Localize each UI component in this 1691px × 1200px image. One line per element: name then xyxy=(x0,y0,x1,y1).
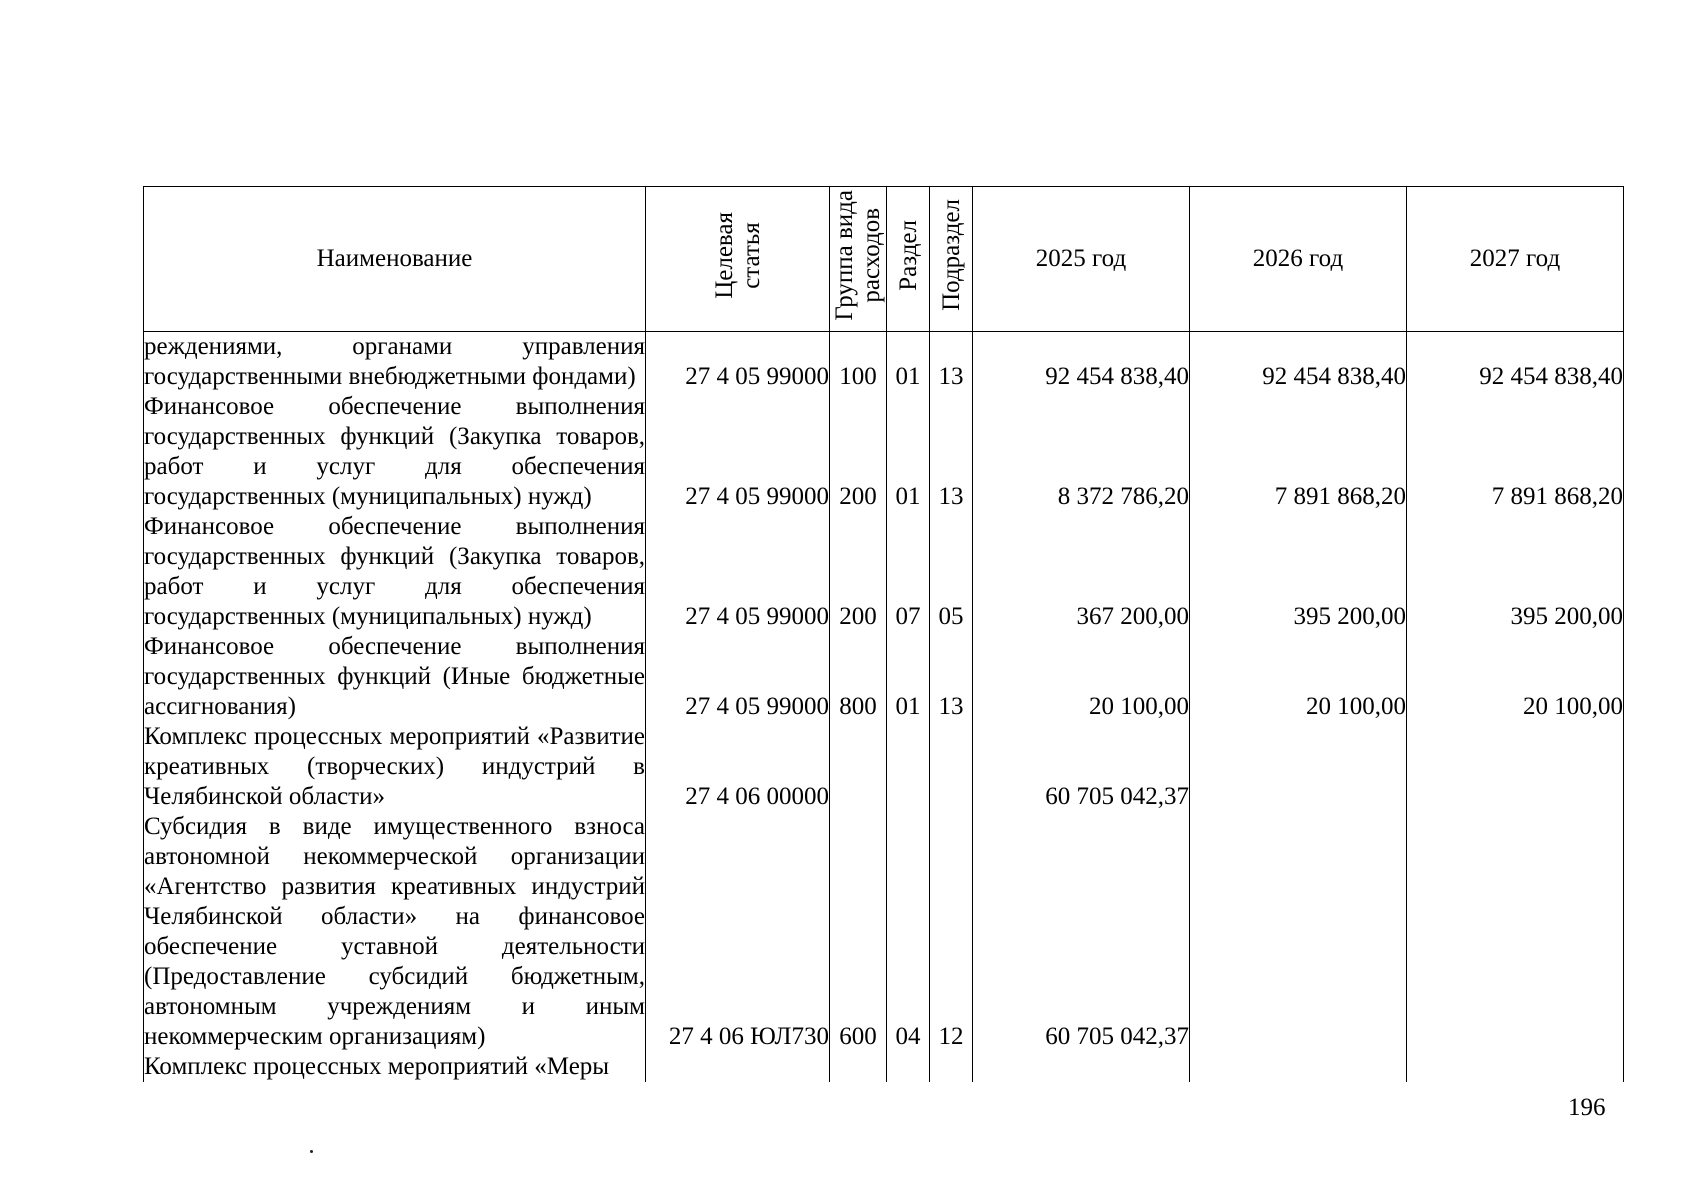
row-amount-2025: 8 372 786,20 xyxy=(973,392,1190,512)
header-year-2026: 2026 год xyxy=(1190,187,1407,332)
row-amount-2025: 60 705 042,37 xyxy=(973,722,1190,812)
row-name: реждениями, органами управления государственными внебюджетными фондами) xyxy=(144,333,645,390)
row-subsection xyxy=(930,1052,973,1082)
table-row xyxy=(144,512,1624,632)
table-row xyxy=(144,392,1624,512)
header-expense-group xyxy=(830,187,887,332)
row-name: Комплекс процессных мероприятий «Развитие креативных (творческих) индустрий в Челябинской области» xyxy=(144,723,645,810)
row-target-article: 27 4 06 00000 xyxy=(646,722,830,812)
row-amount-2026: 395 200,00 xyxy=(1190,512,1407,632)
header-year-2027: 2027 год xyxy=(1407,187,1624,332)
row-section xyxy=(887,722,930,812)
header-subsection xyxy=(930,187,973,332)
row-subsection: 05 xyxy=(930,512,973,632)
row-name: Финансовое обеспечение выполнения государственных функций (Иные бюджетные ассигнования) xyxy=(144,633,645,720)
row-section: 01 xyxy=(887,392,930,512)
row-section: 04 xyxy=(887,812,930,1052)
header-expense-group-label: Группа вида расходов xyxy=(831,189,885,321)
row-amount-2026 xyxy=(1190,722,1407,812)
row-target-article: 27 4 05 99000 xyxy=(646,632,830,722)
table-body xyxy=(144,332,1624,1083)
row-amount-2026 xyxy=(1190,1052,1407,1082)
row-amount-2026 xyxy=(1190,812,1407,1052)
row-amount-2027: 395 200,00 xyxy=(1407,512,1624,632)
row-amount-2025: 92 454 838,40 xyxy=(973,332,1190,393)
row-name: Финансовое обеспечение выполнения государственных функций (Закупка товаров, работ и услуг для обеспечения государственных (муниципальных) нужд) xyxy=(144,393,645,510)
row-amount-2027: 7 891 868,20 xyxy=(1407,392,1624,512)
row-target-article: 27 4 06 ЮЛ730 xyxy=(646,812,830,1052)
row-name: Субсидия в виде имущественного взноса автономной некоммерческой организации «Агентство развития креативных индустрий Челябинской области» на финансовое обеспечение уставной деятельности (Предоставление субсидий бюджетным, автономным учреждениям и иным некоммерческим организациям) xyxy=(144,813,645,1050)
row-target-article xyxy=(646,1052,830,1082)
page-number: 196 xyxy=(1568,1094,1606,1121)
row-expense-group: 800 xyxy=(830,632,887,722)
row-subsection: 13 xyxy=(930,632,973,722)
header-section-label: Раздел xyxy=(894,219,922,291)
row-amount-2026: 92 454 838,40 xyxy=(1190,332,1407,393)
row-expense-group xyxy=(830,722,887,812)
row-expense-group xyxy=(830,1052,887,1082)
row-expense-group: 200 xyxy=(830,392,887,512)
header-name xyxy=(144,187,646,332)
header-section xyxy=(887,187,930,332)
row-section xyxy=(887,1052,930,1082)
row-name: Комплекс процессных мероприятий «Меры xyxy=(144,1052,646,1082)
header-name-label: Наименование xyxy=(316,245,473,272)
row-amount-2025: 60 705 042,37 xyxy=(973,812,1190,1052)
row-amount-2027: 20 100,00 xyxy=(1407,632,1624,722)
row-expense-group: 600 xyxy=(830,812,887,1052)
row-subsection: 13 xyxy=(930,332,973,393)
row-subsection xyxy=(930,722,973,812)
row-amount-2025: 20 100,00 xyxy=(973,632,1190,722)
table-row xyxy=(144,632,1624,722)
budget-table xyxy=(143,186,1624,1082)
row-name: Финансовое обеспечение выполнения государственных функций (Закупка товаров, работ и услуг для обеспечения государственных (муниципальных) нужд) xyxy=(144,513,645,630)
row-section: 01 xyxy=(887,632,930,722)
table-row xyxy=(144,1052,1624,1082)
row-amount-2027 xyxy=(1407,722,1624,812)
row-section: 07 xyxy=(887,512,930,632)
header-target-article xyxy=(646,187,830,332)
header-subsection-label: Подраздел xyxy=(937,199,965,311)
row-target-article: 27 4 05 99000 xyxy=(646,512,830,632)
header-year-2025: 2025 год xyxy=(973,187,1190,332)
row-target-article: 27 4 05 99000 xyxy=(646,392,830,512)
table-row xyxy=(144,332,1624,393)
table-row xyxy=(144,722,1624,812)
row-amount-2026: 20 100,00 xyxy=(1190,632,1407,722)
row-target-article: 27 4 05 99000 xyxy=(646,332,830,393)
row-amount-2027: 92 454 838,40 xyxy=(1407,332,1624,393)
row-amount-2027 xyxy=(1407,1052,1624,1082)
row-amount-2026: 7 891 868,20 xyxy=(1190,392,1407,512)
header-target-article-label: Целевая статья xyxy=(710,211,765,299)
row-amount-2025: 367 200,00 xyxy=(973,512,1190,632)
row-subsection: 13 xyxy=(930,392,973,512)
row-expense-group: 100 xyxy=(830,332,887,393)
table-row xyxy=(144,812,1624,1052)
row-section: 01 xyxy=(887,332,930,393)
row-expense-group: 200 xyxy=(830,512,887,632)
row-amount-2027 xyxy=(1407,812,1624,1052)
row-amount-2025 xyxy=(973,1052,1190,1082)
scan-speck xyxy=(310,1150,313,1153)
row-subsection: 12 xyxy=(930,812,973,1052)
table-header xyxy=(144,187,1624,332)
